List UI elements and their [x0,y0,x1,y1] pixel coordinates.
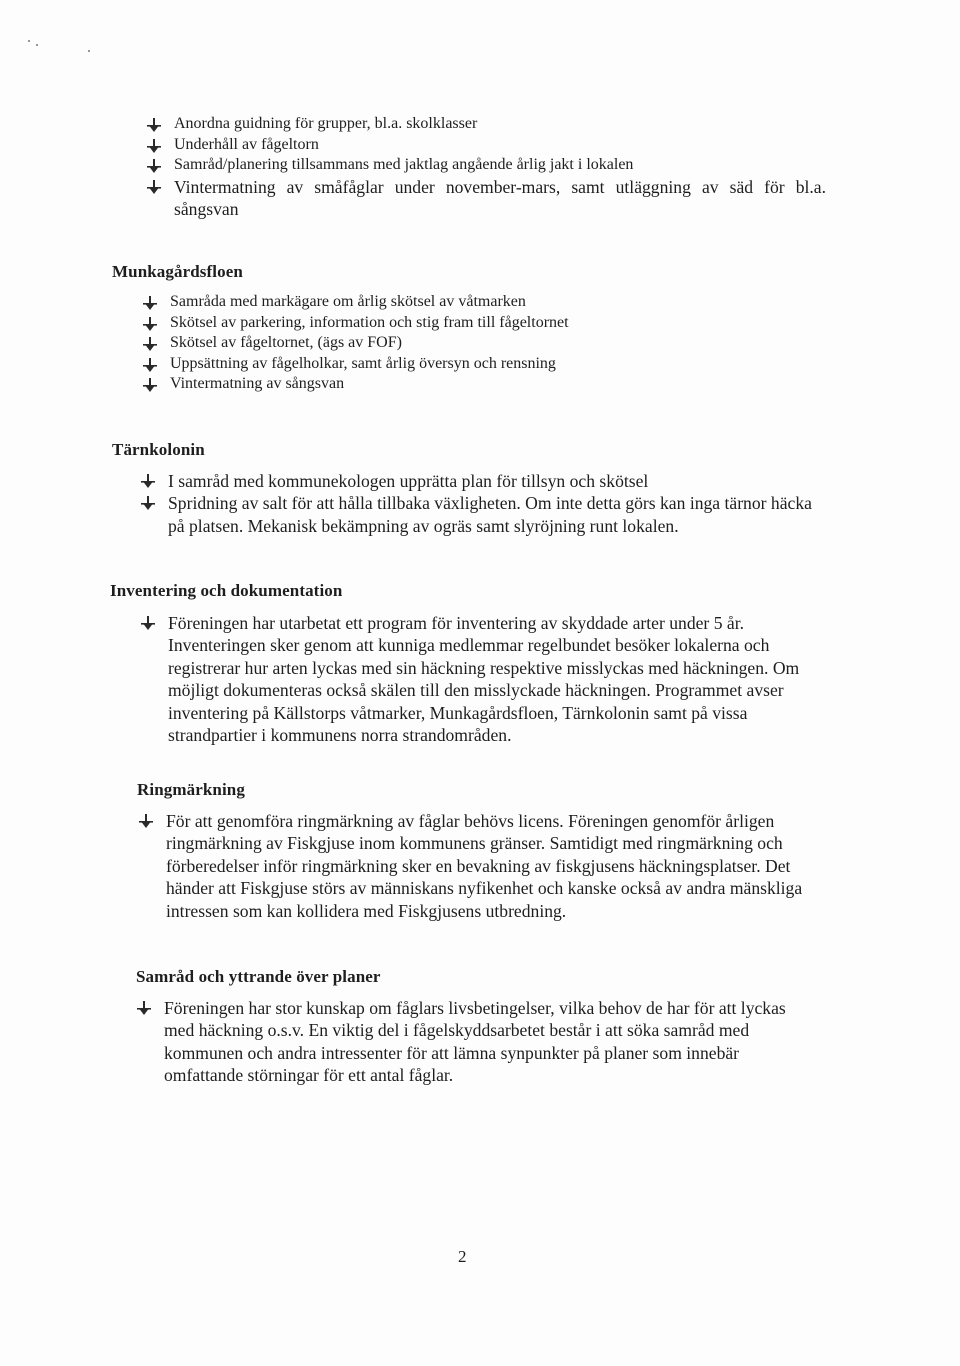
list-item [138,810,818,922]
arrow-down-bullet-icon [146,117,162,133]
list-item-text: Underhåll av fågeltorn [174,135,319,153]
munkagardsfloen-list [142,292,782,395]
section-heading-tarnkolonin: Tärnkolonin [112,440,205,459]
list-item [146,114,836,135]
page-number: 2 [458,1247,467,1266]
list-item [140,492,830,537]
list-item [142,354,782,375]
tarnkolonin-list [140,470,830,537]
list-item [142,292,782,313]
arrow-down-bullet-icon [140,615,156,631]
arrow-down-bullet-icon [146,158,162,174]
list-item-text: Föreningen har stor kunskap om fåglars livsbetingelser, vilka behov de har för att lyckas med häckning o.s.v. En viktig del i fågelskyddsarbetet består i att söka samråd med kommunen och andra intressenter för att lämna synpunkter på planer som innebär omfattande störningar för ett antal fåglar. [164,998,786,1086]
intro-list [146,114,836,220]
list-item-text: Samråda med markägare om årlig skötsel av våtmarken [170,293,526,310]
arrow-down-bullet-icon [136,1000,152,1016]
list-item [142,374,782,395]
list-item-text: Vintermatning av småfåglar under november-mars, samt utläggning av säd för bl.a. sångsvan [174,176,826,219]
arrow-down-bullet-icon [140,495,156,511]
arrow-down-bullet-icon [142,316,158,332]
list-item-text: Uppsättning av fågelholkar, samt årlig översyn och rensning [170,354,556,372]
arrow-down-bullet-icon [142,377,158,393]
list-item-text: Anordna guidning för grupper, bl.a. skolklasser [174,115,478,132]
list-item [142,333,782,354]
inventering-list [140,612,820,746]
section-heading-ringmarkning: Ringmärkning [137,780,245,799]
ringmarkning-list [138,810,818,922]
arrow-down-bullet-icon [146,138,162,154]
list-item-text: Skötsel av parkering, information och stig fram till fågeltornet [170,313,569,331]
list-item [140,612,820,746]
list-item-text: För att genomföra ringmärkning av fåglar behövs licens. Föreningen genomför årligen ringmärkning av Fiskgjuse inom kommunens gränser. Samtidigt med ringmärkning och förberedelser inför ringmärkning sker en bevakning av fiskgjusens häckningsplatser. Det händer att Fiskgjuse störs av människans nyfikenhet och kanske också av andra mänskliga intressen som kan kollidera med Fiskgjusens utbredning. [166,811,803,921]
list-item [140,470,830,492]
list-item-text: Samråd/planering tillsammans med jaktlag angående årlig jakt i lokalen [174,156,634,173]
scan-speck [28,40,30,42]
list-item-text: Spridning av salt för att hålla tillbaka växligheten. Om inte detta görs kan inga tärnor häcka på platsen. Mekanisk bekämpning av ogräs samt slyröjning runt lokalen. [168,493,812,536]
list-item-text: Vintermatning av sångsvan [170,375,345,392]
scan-speck [88,50,90,52]
list-item-text: I samråd med kommunekologen upprätta plan för tillsyn och skötsel [168,471,649,491]
section-heading-munkagardsfloen: Munkagårdsfloen [112,262,243,281]
arrow-down-bullet-icon [138,813,154,829]
list-item [142,313,782,334]
samrad-list [136,997,816,1087]
scan-speck [36,44,38,46]
list-item [146,135,836,156]
section-heading-samrad: Samråd och yttrande över planer [136,967,381,986]
list-item-text: Skötsel av fågeltornet, (ägs av FOF) [170,334,402,351]
list-item [146,155,836,176]
list-item-text: Föreningen har utarbetat ett program för inventering av skyddade arter under 5 år. Inventeringen sker genom att kunniga medlemmar regelbundet besöker lokalerna och registrerar hur arten lyckas med sin häckning respektive misslyckas med häckningen. Om möjligt dokumenteras också skälen till den misslyckade häckningen. Programmet avser inventering på Källstorps våtmarker, Munkagårdsfloen, Tärnkolonin samt på vissa strandpartier i kommunens norra strandområden. [168,613,800,746]
list-item [136,997,816,1087]
arrow-down-bullet-icon [142,295,158,311]
arrow-down-bullet-icon [146,179,162,195]
section-heading-inventering: Inventering och dokumentation [110,581,343,600]
arrow-down-bullet-icon [140,473,156,489]
arrow-down-bullet-icon [142,357,158,373]
arrow-down-bullet-icon [142,336,158,352]
list-item [146,176,826,221]
